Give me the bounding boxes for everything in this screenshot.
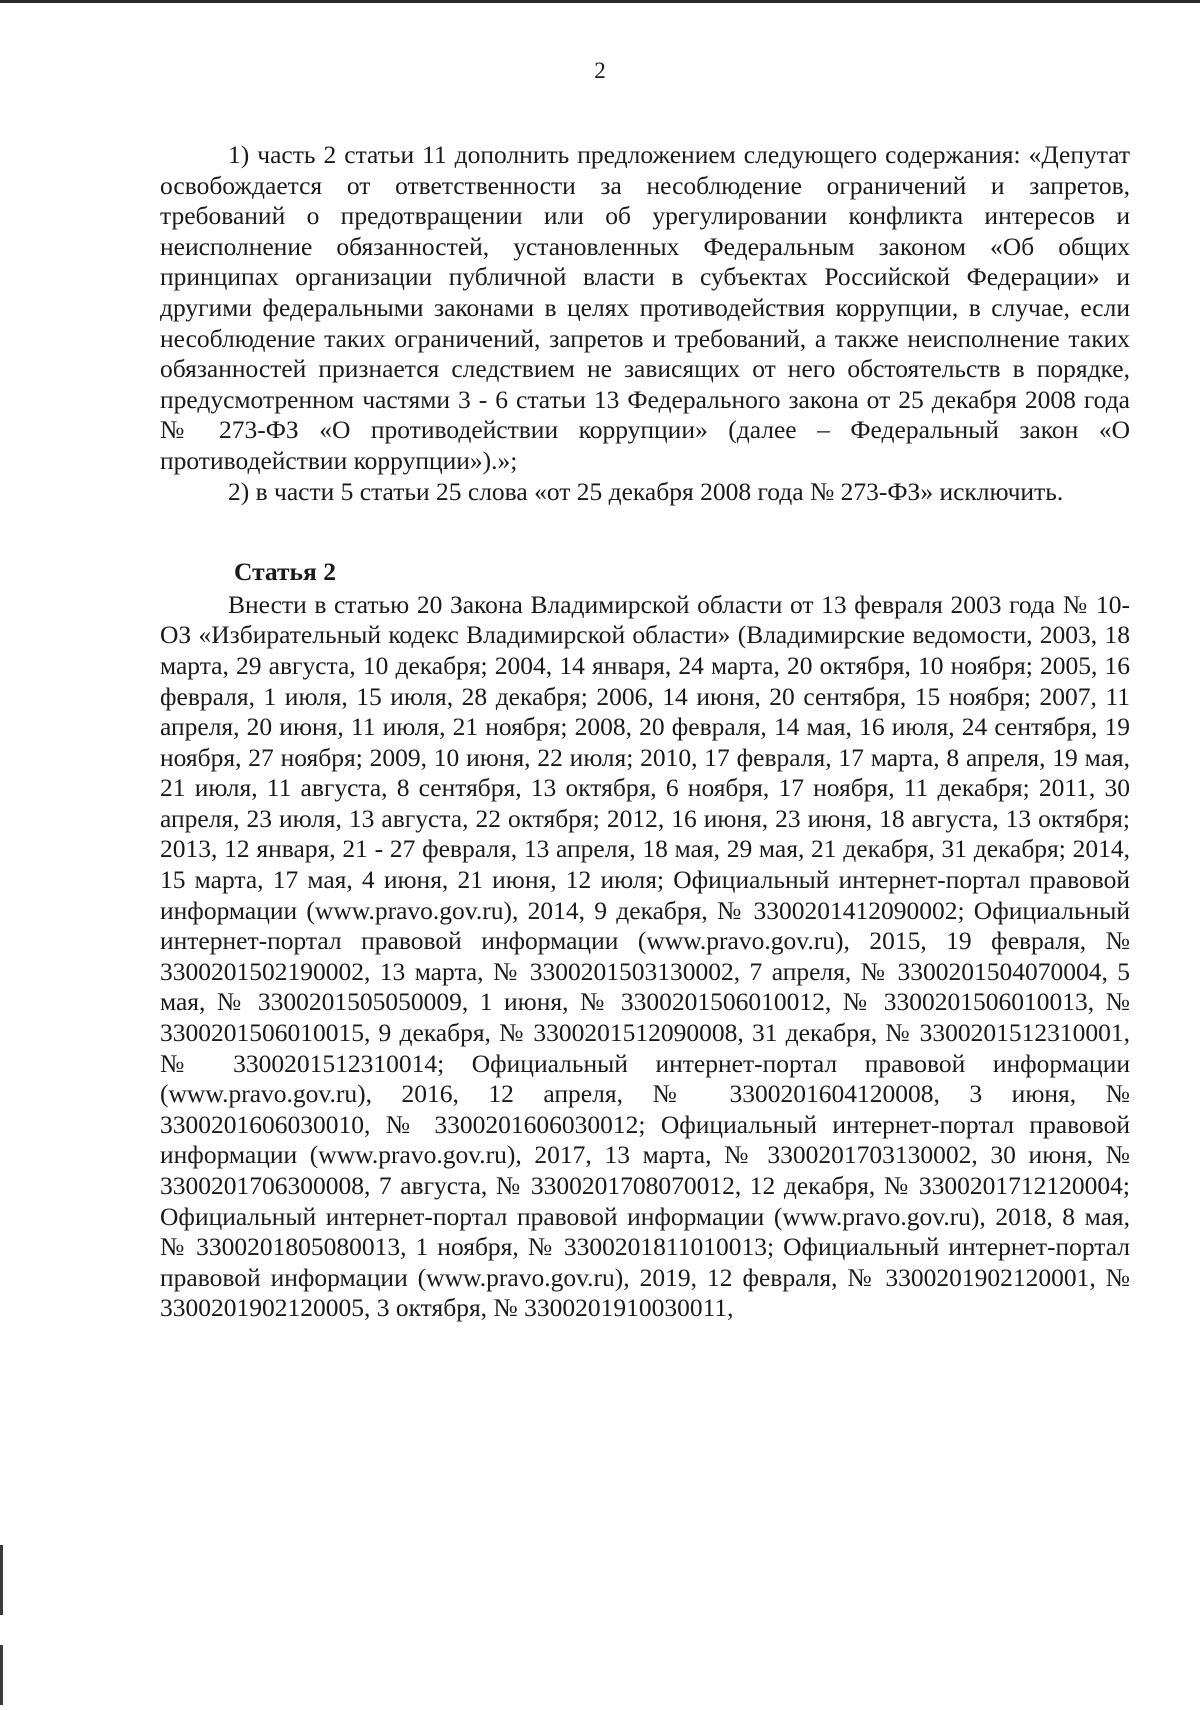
amendment-paragraph: 2) в части 5 статьи 25 слова «от 25 декабря 2008 года № 273-ФЗ» исключить. — [228, 476, 1064, 506]
scan-left-edge-mark — [0, 1645, 3, 1705]
article-paragraph: Внести в статью 20 Закона Владимирской области от 13 февраля 2003 года № 10-ОЗ «Избирательный кодекс Владимирской области» (Владимирские ведомости, 2003, 18 марта, 29 августа, 10 декабря; 2004, 14 января, 24 марта, 20 октября, 10 ноября; 2005, 16 февраля, 1 июля, 15 июля, 28 декабря; 2006, 14 июня, 20 сентября, 15 ноября; 2007, 11 апреля, 20 июня, 11 июля, 21 ноября; 2008, 20 февраля, 14 мая, 16 июля, 24 сентября, 19 ноября, 27 ноября; 2009, 10 июня, 22 июля; 2010, 17 февраля, 17 марта, 8 апреля, 19 мая, 21 июля, 11 августа, 8 сентября, 13 октября, 6 ноября, 17 ноября, 11 декабря; 2011, 30 апреля, 23 июля, 13 августа, 22 октября; 2012, 16 июня, 23 июня, 18 августа, 13 октября; 2013, 12 января, 21 - 27 февраля, 13 апреля, 18 мая, 29 мая, 21 декабря, 31 декабря; 2014, 15 марта, 17 мая, 4 июня, 21 июня, 12 июля; Официальный интернет-портал правовой информации (www.pravo.gov.ru), 2014, 9 декабря, № 3300201412090002; Официальный интернет-портал правовой информации (www.pravo.gov.ru), 2015, 19 февраля, № 3300201502190002, 13 марта, № 3300201503130002, 7 апреля, № 3300201504070004, 5 мая, № 3300201505050009, 1 июня, № 3300201506010012, № 3300201506010013, № 3300201506010015, 9 декабря, № 3300201512090008, 31 декабря, № 3300201512310001, № 3300201512310014; Официальный интернет-портал правовой информации (www.pravo.gov.ru), 2016, 12 апреля, № 3300201604120008, 3 июня, № 3300201606030010, № 3300201606030012; Официальный интернет-портал правовой информации (www.pravo.gov.ru), 2017, 13 марта, № 3300201703130002, 30 июня, № 3300201706300008, 7 августа, № 3300201708070012, 12 декабря, № 3300201712120004; Официальный интернет-портал правовой информации (www.pravo.gov.ru), 2018, 8 мая, № 3300201805080013, 1 ноября, № 3300201811010013; Официальный интернет-портал правовой информации (www.pravo.gov.ru), 2019, 12 февраля, № 3300201902120001, № 3300201902120005, 3 октября, № 3300201910030011, — [160, 589, 1130, 1323]
article-heading: Статья 2 — [234, 557, 336, 587]
amendment-paragraph: 1) часть 2 статьи 11 дополнить предложением следующего содержания: «Депутат освобождается от ответственности за несоблюдение ограничений и запретов, требований о предотвращении или об урегулировании конфликта интересов и неисполнение обязанностей, установленных Федеральным законом «Об общих принципах организации публичной власти в субъектах Российской Федерации» и другими федеральными законами в целях противодействия коррупции, в случае, если несоблюдение таких ограничений, запретов и требований, а также неисполнение таких обязанностей признается следствием не зависящих от него обстоятельств в порядке, предусмотренном частями 3 - 6 статьи 13 Федерального закона от 25 декабря 2008 года № 273-ФЗ «О противодействии коррупции» (далее – Федеральный закон «О противодействии коррупции»).»; — [160, 140, 1130, 475]
page-number: 2 — [594, 58, 606, 83]
scan-left-edge-mark — [0, 1545, 3, 1615]
document-body — [160, 140, 1130, 1324]
scan-top-edge — [0, 0, 1200, 3]
